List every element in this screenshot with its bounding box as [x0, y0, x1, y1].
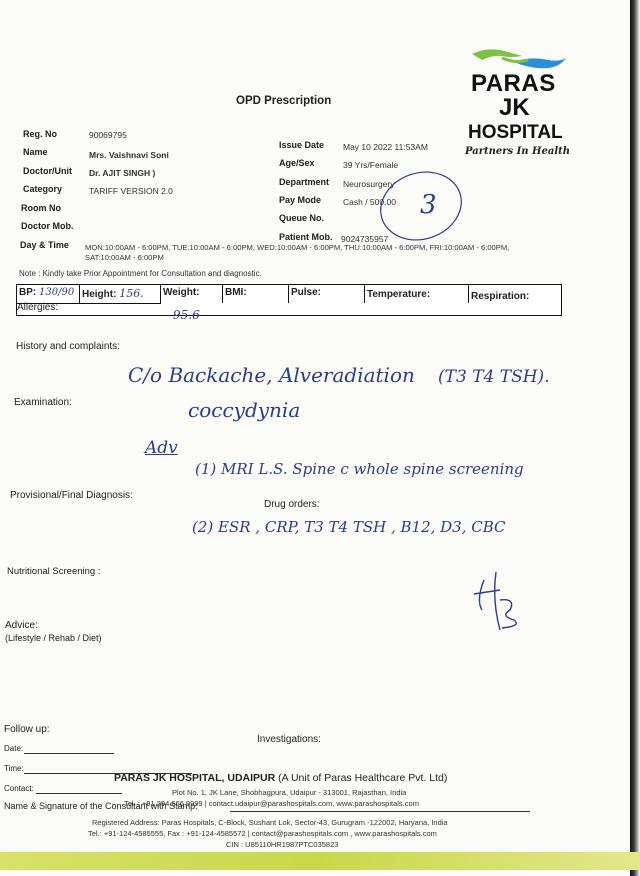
bp-label: BP: [19, 287, 37, 298]
room-label: Room No [21, 203, 61, 213]
complaint-bracket-handwritten: (T3 T4 TSH). [438, 367, 550, 387]
paymode-value: Cash / 500.00 [343, 197, 396, 207]
height-value: 156. [119, 287, 144, 300]
hands-logo-icon [468, 46, 568, 72]
footer-cin: CIN : U85110HR1987PTC035823 [226, 840, 339, 849]
pulse-label: Pulse: [291, 287, 322, 298]
signature-line [230, 811, 530, 812]
contact-line [36, 793, 122, 794]
footer-address: Plot No. 1, JK Lane, Shobhagpura, Udaipur - 313001, Rajasthan, India [172, 788, 407, 797]
footer-registered: Registered Address: Paras Hospitals, C-Block, Sushant Lok, Sector-43, Gurugram -122002, Haryana, India [92, 818, 448, 827]
advice-sub-label: (Lifestyle / Rehab / Diet) [5, 633, 102, 643]
daytime-line1: MON:10:00AM - 6:00PM, TUE:10:00AM - 6:00PM, WED:10:00AM - 6:00PM, THU:10:00AM - 6:00PM, FRI:10:00AM - 6:00PM, [85, 243, 510, 252]
order2-handwritten: (2) ESR , CRP, T3 T4 TSH , B12, D3, CBC [192, 518, 506, 536]
complaint-handwritten: C/o Backache, Alveradiation [128, 363, 415, 387]
nutrition-label: Nutritional Screening : [7, 566, 101, 577]
follow-up-label: Follow up: [4, 724, 50, 735]
queue-number-handwritten: 3 [420, 190, 437, 220]
adv-handwritten: Adv [145, 438, 178, 458]
vitals-height-cell [80, 285, 161, 303]
doctor-value: Dr. AJIT SINGH ) [89, 168, 156, 178]
logo-text-hospital: HOSPITAL [468, 122, 563, 143]
signature-label: Name & Signature of the Consultant with Stamp: [4, 801, 198, 811]
patient-mob-value: 9024735957 [341, 234, 389, 244]
weight-value: 95.6 [173, 308, 200, 322]
bp-value: 130/90 [39, 287, 75, 298]
investigations-label: Investigations: [257, 734, 321, 745]
daytime-line2: SAT:10:00AM - 6:00PM [85, 253, 164, 262]
respiration-label: Respiration: [471, 291, 530, 302]
appointment-note: Note : Kindly take Prior Appointment for Consultation and diagnostic. [19, 269, 262, 278]
contact-label: Contact: [4, 784, 34, 793]
doctor-label: Doctor/Unit [23, 166, 72, 176]
doctor-mob-label: Doctor Mob. [21, 221, 74, 231]
vitals-pulse-cell [289, 285, 365, 303]
department-value: Neurosurgery [343, 179, 395, 189]
examination-label: Examination: [14, 397, 72, 408]
issue-date-label: Issue Date [279, 140, 325, 150]
advice-label: Advice: [5, 620, 38, 631]
patient-name: Mrs. Vaishnavi Soni [89, 150, 169, 160]
category-label: Category [23, 184, 63, 194]
vitals-table [16, 284, 562, 316]
logo-text-jk: JK [499, 94, 530, 121]
department-label: Department [279, 177, 330, 187]
history-label: History and complaints: [16, 341, 120, 352]
doctor-signature-icon [470, 570, 530, 640]
vitals-respiration-cell [469, 285, 561, 303]
agesex-value: 39 Yrs/Female [343, 160, 399, 170]
weight-label: Weight: [163, 287, 200, 298]
date-label: Date: [4, 744, 24, 753]
agesex-label: Age/Sex [279, 158, 315, 168]
allergies-label: Allergies: [17, 302, 59, 313]
scan-edge [630, 0, 640, 876]
order1-handwritten: (1) MRI L.S. Spine c whole spine screening [195, 460, 524, 478]
issue-date-value: May 10 2022 11:53AM [343, 142, 428, 152]
temperature-label: Temperature: [367, 289, 431, 300]
time-label: Time: [4, 764, 24, 773]
footer-brand: PARAS JK HOSPITAL, UDAIPUR [114, 772, 276, 784]
vitals-temperature-cell [365, 285, 469, 303]
logo-text-paras: PARAS [471, 70, 556, 97]
footer-brand-suffix: (A Unit of Paras Healthcare Pvt. Ltd) [275, 772, 448, 784]
complaint-line2-handwritten: coccydynia [188, 398, 301, 422]
footer-tel: Tel. : +91 294 666 9999 | contact.udaipur@parashospitals.com, www.parashospitals.com [124, 799, 419, 808]
footer-reg-tel: Tel.: +91-124-4585555, Fax : +91-124-4585572 | contact@parashospitals.com , www.parashospitals.com [88, 829, 437, 838]
vitals-bmi-cell [223, 285, 289, 303]
footer-color-strip [0, 852, 640, 870]
diagnosis-label: Provisional/Final Diagnosis: [10, 490, 133, 501]
category-value: TARIFF VERSION 2.0 [89, 186, 173, 196]
page-title: OPD Prescription [236, 95, 332, 107]
name-label: Name [23, 147, 48, 157]
reg-no-label: Reg. No [23, 129, 58, 139]
reg-no-value: 90069795 [89, 130, 127, 140]
height-label: Height: [82, 289, 117, 300]
daytime-label: Day & Time [20, 240, 69, 250]
footer-brand-line [114, 772, 447, 784]
vitals-bp-cell [17, 285, 80, 303]
date-line [24, 753, 114, 754]
drug-orders-label: Drug orders: [264, 499, 320, 510]
hospital-logo [465, 46, 571, 166]
bmi-label: BMI: [225, 287, 247, 298]
logo-tagline: Partners In Health [465, 146, 571, 157]
paymode-label: Pay Mode [279, 195, 322, 205]
patient-mob-label: Patient Mob. [279, 232, 333, 242]
queue-label: Queue No. [279, 213, 325, 223]
vitals-weight-cell [161, 285, 223, 303]
